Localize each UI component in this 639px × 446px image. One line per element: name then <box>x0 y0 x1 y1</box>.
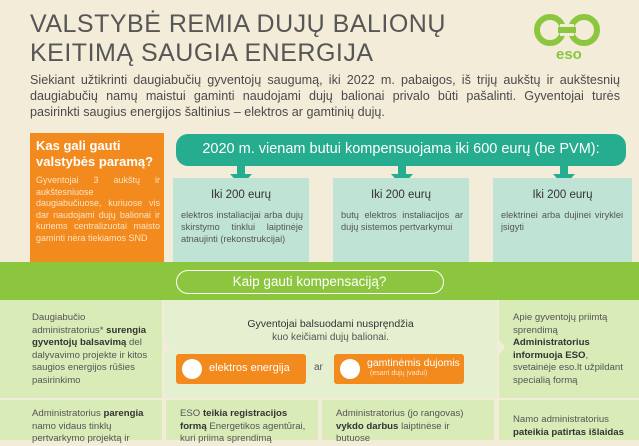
vote-title: Gyventojai balsuodami nuspręndžia <box>247 318 414 330</box>
compensation-card <box>493 178 632 274</box>
step-submit-expenses <box>499 400 639 440</box>
step-inform-eso <box>499 300 639 398</box>
electricity-label: elektros energija <box>209 362 290 374</box>
compensation-card <box>173 178 309 274</box>
compensation-banner-text: 2020 m. vienam butui kompensuojama iki 600 eurų (be PVM): <box>202 141 600 157</box>
step-do-works <box>322 400 494 444</box>
flame-icon <box>340 359 360 379</box>
compensation-card <box>333 178 469 274</box>
step-submit-form <box>166 400 318 444</box>
gas-label: gamtinėmis dujomis <box>367 357 460 369</box>
step-text: Daugiabučio administratorius* surengia gyventojų balsavimą del dalyvavimo projekte ir kitos saugios energijos rūšies pasirinkimo <box>32 312 148 386</box>
electricity-option <box>176 354 306 384</box>
card-title: Iki 200 eurų <box>532 189 593 201</box>
title-line-2: KEITIMĄ SAUGIA ENERGIJA <box>30 39 374 67</box>
gas-option <box>334 354 464 384</box>
card-text: elektrinei arba dujinei viryklei įsigyti <box>501 210 623 232</box>
how-to-pill <box>176 270 444 294</box>
step-text: Administratorius parengia namo vidaus tinklų pertvarkymo projektą ir <box>32 408 144 444</box>
gas-sublabel: (esant dujų įvadui) <box>370 370 428 377</box>
eligibility-text: Gyventojai 3 aukštų ir aukštesniuose daugiabučiuose, kuriuose vis dar naudojami dujų balionai ir kuriems centralizuotai maisto gaminti nėra tiekiamos SND <box>36 175 160 243</box>
card-text: butų elektros instaliacijos ar dujų sistemos pertvarkymui <box>341 210 463 232</box>
compensation-banner <box>176 134 626 166</box>
how-to-label: Kaip gauti kompensaciją? <box>232 274 387 289</box>
vote-panel <box>164 300 497 398</box>
card-text: elektros instaliacijai arba dujų skirstymo tinklui laiptinėje atnaujinti (rekonstrukcijai) <box>181 210 303 244</box>
step-text: Administratorius (jo rangovas) vykdo darbus laiptinėse ir butuose <box>336 408 464 444</box>
eligibility-title: Kas gali gauti valstybės paramą? <box>36 138 154 169</box>
step-text: Namo administratorius pateikia patirtas išlaidas <box>513 414 624 438</box>
eligibility-box <box>30 133 164 273</box>
logo-text: eso <box>556 46 582 63</box>
card-title: Iki 200 eurų <box>210 189 272 201</box>
step-prepare-project <box>0 400 162 444</box>
page-title <box>30 10 510 68</box>
plug-icon <box>182 359 202 379</box>
card-title: Iki 200 eurų <box>370 189 432 201</box>
title-line-1: VALSTYBĖ REMIA DUJŲ BALIONŲ <box>30 10 446 38</box>
vote-subtitle: kuo keičiami dujų balionai. <box>272 332 389 343</box>
or-label: ar <box>314 362 323 373</box>
step-text: ESO teikia registracijos formą Energetikos agentūrai, kuri priima sprendimą <box>180 408 306 444</box>
intro-paragraph: Siekiant užtikrinti daugiabučių gyventojų saugumą, iki 2022 m. pabaigos, iš trijų aukštų ir aukštesnių daugiabučių namų maistui gaminti naudojami dujų balionai privalo būti pašalinti. Gyventojai turės pasirinkti saugius energijos šaltinius – elektros ar gamtinių dujų. <box>30 73 620 119</box>
chevron-right-icon <box>162 337 170 357</box>
step-text: Apie gyventojų priimtą sprendimą Administratorius informuoja ESO, svetainėje eso.lt užpildant specialią formą <box>513 312 623 386</box>
chevron-right-icon <box>497 337 505 357</box>
step-vote-organize <box>0 300 162 398</box>
